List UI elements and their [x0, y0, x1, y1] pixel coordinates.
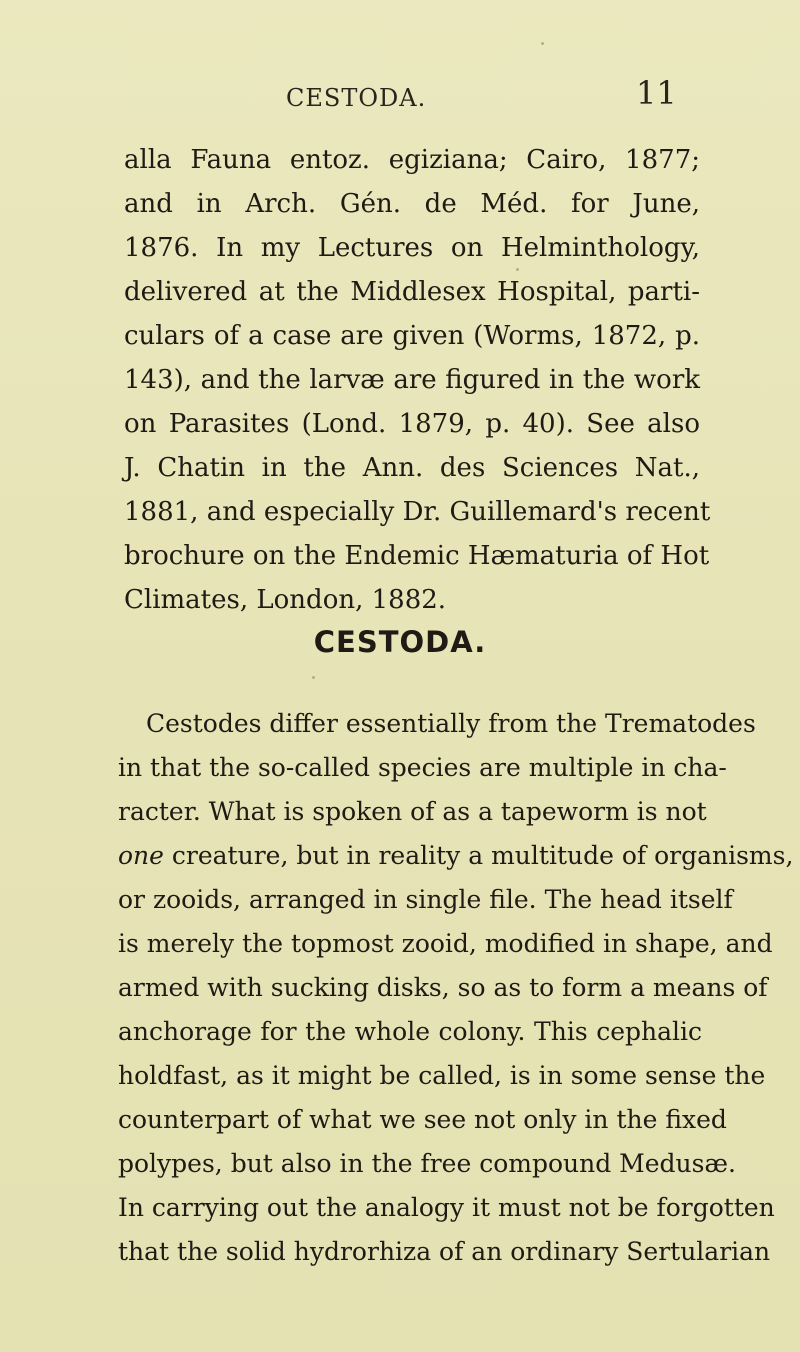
text-line: J. Chatin in the Ann. des Sciences Nat., [124, 453, 700, 483]
text-line: culars of a case are given (Worms, 1872, p. [124, 321, 700, 351]
text-line: anchorage for the whole colony. This cephalic [118, 1017, 702, 1046]
text-line: that the solid hydrorhiza of an ordinary Sertularian [118, 1237, 771, 1266]
text-line: polypes, but also in the free compound Medusæ. [118, 1149, 736, 1178]
text-line: 1881, and especially Dr. Guillemard's recent [124, 497, 711, 527]
section-heading: CESTODA. [313, 625, 487, 659]
text-line: is merely the topmost zooid, modified in shape, and [118, 929, 773, 958]
text-line: alla Fauna entoz. egiziana; Cairo, 1877; [124, 145, 700, 175]
paper-speck [516, 268, 519, 271]
text-line: Climates, London, 1882. [124, 585, 447, 615]
italic-word: one [118, 841, 164, 870]
page-number: 11 [636, 74, 677, 112]
text-line: holdfast, as it might be called, is in some sense the [118, 1061, 766, 1090]
text-line: on Parasites (Lond. 1879, p. 40). See also [124, 409, 700, 439]
text-line-with-italic [118, 834, 794, 878]
paper-speck [312, 676, 315, 679]
text-line: armed with sucking disks, so as to form a means of [118, 973, 768, 1002]
text-line: racter. What is spoken of as a tapeworm is not [118, 797, 707, 826]
paper-speck [541, 42, 544, 45]
text-line: in that the so-called species are multiple in cha- [118, 753, 727, 782]
text-line: and in Arch. Gén. de Méd. for June, [124, 189, 700, 219]
running-head: CESTODA. [286, 84, 427, 112]
text-line-rest: creature, but in reality a multitude of organisms, [171, 841, 794, 870]
text-line: 1876. In my Lectures on Helminthology, [124, 233, 700, 263]
text-line: 143), and the larvæ are figured in the work [124, 365, 700, 395]
text-line: delivered at the Middlesex Hospital, parti- [124, 277, 700, 307]
text-line: counterpart of what we see not only in the fixed [118, 1105, 727, 1134]
text-line: brochure on the Endemic Hæmaturia of Hot [124, 541, 710, 571]
text-line: or zooids, arranged in single file. The head itself [118, 885, 733, 914]
text-line: Cestodes differ essentially from the Trematodes [146, 709, 756, 738]
text-line: In carrying out the analogy it must not be forgotten [118, 1193, 775, 1222]
